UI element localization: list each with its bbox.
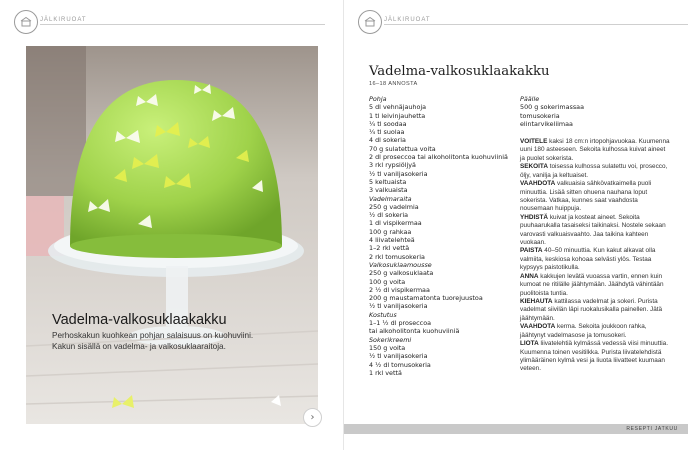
ingredient-group-heading: Valkosuklaamousse xyxy=(369,260,432,269)
ingredient-line: ½ tl vaniljasokeria xyxy=(369,169,428,178)
right-header-rule xyxy=(384,24,688,25)
method-step-text: valkuaisia sähkövatkaimella puoli minuuttia. Lisää sitten ohuena nauhana loput sokerista. Vatkaa, kunnes saat vaahdosta nousemaan huippuja. xyxy=(520,180,652,213)
recipe-title: Vadelma-valkosuklaakakku xyxy=(369,64,550,79)
method-step xyxy=(520,214,670,248)
ingredient-line: 5 keltuaista xyxy=(369,177,407,186)
ingredient-line: 2 rkl tomusokeria xyxy=(369,252,425,261)
method-step xyxy=(520,180,670,214)
ingredient-line: 2 dl proseccoa tai alkoholitonta kuohuviiniä xyxy=(369,153,508,162)
method-step xyxy=(520,340,670,374)
ingredient-line: 4 liivatelehteä xyxy=(369,236,415,245)
method-steps xyxy=(520,138,670,374)
method-step-text: 40–50 minuuttia. Kun kakut alkavat olla valmiita, keskiosa kohoaa selvästi ylös. Testaa kypsyys paistotikulla. xyxy=(520,247,656,272)
method-step xyxy=(520,273,670,298)
method-step xyxy=(520,163,670,180)
method-step-text: toisessa kulhossa sulatettu voi, prosecco, öljy, vanilja ja keltuaiset. xyxy=(520,163,668,179)
ingredient-line: ¼ tl suolaa xyxy=(369,128,405,137)
method-step-text: kaksi 18 cm:n irtopohjavuokaa. Kuumenna uuni 180 asteeseen. Sekoita kulhossa kuivat aineet ja puolet sokerista. xyxy=(520,138,670,162)
ingredient-group-heading: Pohja xyxy=(369,95,387,103)
servings: 16–18 ANNOSTA xyxy=(369,81,418,87)
left-section-tag: JÄLKIRUOAT xyxy=(40,17,87,23)
ingredient-line: 250 g vadelmia xyxy=(369,202,419,211)
ingredient-line: 4 ½ dl tomusokeria xyxy=(369,360,431,369)
ingredient-line: tai alkoholitonta kuohuviiniä xyxy=(369,327,460,336)
ingredient-line: 150 g voita xyxy=(369,343,406,352)
ingredient-group-heading: Päälle xyxy=(520,95,540,103)
ingredient-line: 70 g sulatettua voita xyxy=(369,144,436,153)
ingredient-line: 1 rkl vettä xyxy=(369,368,402,377)
method-step-text: kerma. Sekoita joukkoon rahka, jäähtynyt vadelmasose ja tomusokeri. xyxy=(520,323,647,339)
left-header-rule xyxy=(40,24,325,25)
ingredient-line: 500 g sokerimassaa xyxy=(520,103,584,112)
ingredient-group-heading: Sokerikreemi xyxy=(369,335,412,344)
method-step-text: kattilassa vadelmat ja sokeri. Purista vadelmat siivilän läpi ruokalusikalla painellen. Jätä jäähtymään. xyxy=(520,298,663,322)
ingredient-line: elintarvikeliimaa xyxy=(520,119,573,128)
method-step-verb: KIEHAUTA xyxy=(520,298,553,306)
ingredient-line: 5 dl vehnäjauhoja xyxy=(369,103,427,112)
method-step xyxy=(520,323,670,340)
ingredient-group-heading: Kostutus xyxy=(369,310,397,319)
method-step-text: kuivat ja kosteat aineet. Sekoita puuhaarukalla tasaiseksi taikinaksi. Nostele sekaan varovasti valkuaisvaahto. Jaa taikina kahteen vuokaan. xyxy=(520,213,666,247)
method-step-verb: VAAHDOTA xyxy=(520,323,556,331)
method-step-verb: VAAHDOTA xyxy=(520,180,556,188)
ingredient-line: 250 g valkosuklaata xyxy=(369,269,434,278)
photo-title: Vadelma-valkosuklaakakku xyxy=(52,312,227,328)
method-step xyxy=(520,138,670,163)
ingredient-line: 3 rkl rypsiöljyä xyxy=(369,161,416,170)
method-step-verb: YHDISTÄ xyxy=(520,213,549,221)
ingredients-column-1 xyxy=(369,95,509,377)
magazine-logo-icon xyxy=(358,10,382,34)
method-step xyxy=(520,247,670,272)
magazine-logo-icon xyxy=(14,10,38,34)
cake-illustration xyxy=(26,46,318,424)
ingredient-line: 1–2 rkl vettä xyxy=(369,244,410,253)
ingredient-line: tomusokeria xyxy=(520,111,560,120)
ingredient-line: ½ dl sokeria xyxy=(369,211,409,220)
ingredient-line: ½ tl vaniljasokeria xyxy=(369,302,428,311)
ingredient-line: 1–1 ½ dl proseccoa xyxy=(369,319,432,328)
recipe-continues-label: RESEPTI JATKUU xyxy=(626,426,678,432)
ingredient-line: 3 valkuaista xyxy=(369,186,408,195)
method-step-verb: SEKOITA xyxy=(520,163,548,171)
method-step-verb: LIOTA xyxy=(520,340,539,348)
ingredient-line: ½ tl vaniljasokeria xyxy=(369,352,428,361)
method-step xyxy=(520,298,670,323)
ingredient-line: 100 g voita xyxy=(369,277,406,286)
ingredient-line: 1 tl leivinjauhetta xyxy=(369,111,426,120)
ingredient-line: ¼ tl soodaa xyxy=(369,119,407,128)
ingredients-column-2 xyxy=(520,95,660,128)
method-step-text: kakkujen levätä vuoassa vartin, ennen kuin kumoat ne ritilälle jäähtymään. Jäähdytä vähintään puolitoista tuntia. xyxy=(520,272,664,297)
cake-photo xyxy=(26,46,318,424)
ingredient-line: 100 g rahkaa xyxy=(369,227,412,236)
method-step-verb: ANNA xyxy=(520,272,539,280)
next-page-button[interactable] xyxy=(303,408,322,427)
right-section-tag: JÄLKIRUOAT xyxy=(384,17,431,23)
ingredient-group-heading: Vadelmaraita xyxy=(369,194,412,203)
photo-caption: Perhoskakun kuohkean pohjan salaisuus on kuohuviini. Kakun sisällä on vadelma- ja valkosuklaaraitoja. xyxy=(52,331,254,351)
ingredient-line: 1 dl vispikermaa xyxy=(369,219,422,228)
footer-bar xyxy=(344,424,688,434)
ingredient-line: 2 ½ dl vispikermaa xyxy=(369,285,430,294)
ingredient-line: 200 g maustamatonta tuorejuustoa xyxy=(369,294,483,303)
ingredient-line: 4 dl sokeria xyxy=(369,136,406,145)
method-step-verb: PAISTA xyxy=(520,247,543,255)
chevron-right-icon: › xyxy=(310,411,315,423)
method-step-verb: VOITELE xyxy=(520,138,548,145)
method-step-text: liivatelehtiä kylmässä vedessä viisi minuuttia. Kuumenna toinen vesitilkka. Purista liivatelehdistä ylimääräinen kylmä vesi ja liuota liivatteet kuumaan veteen. xyxy=(520,340,668,373)
